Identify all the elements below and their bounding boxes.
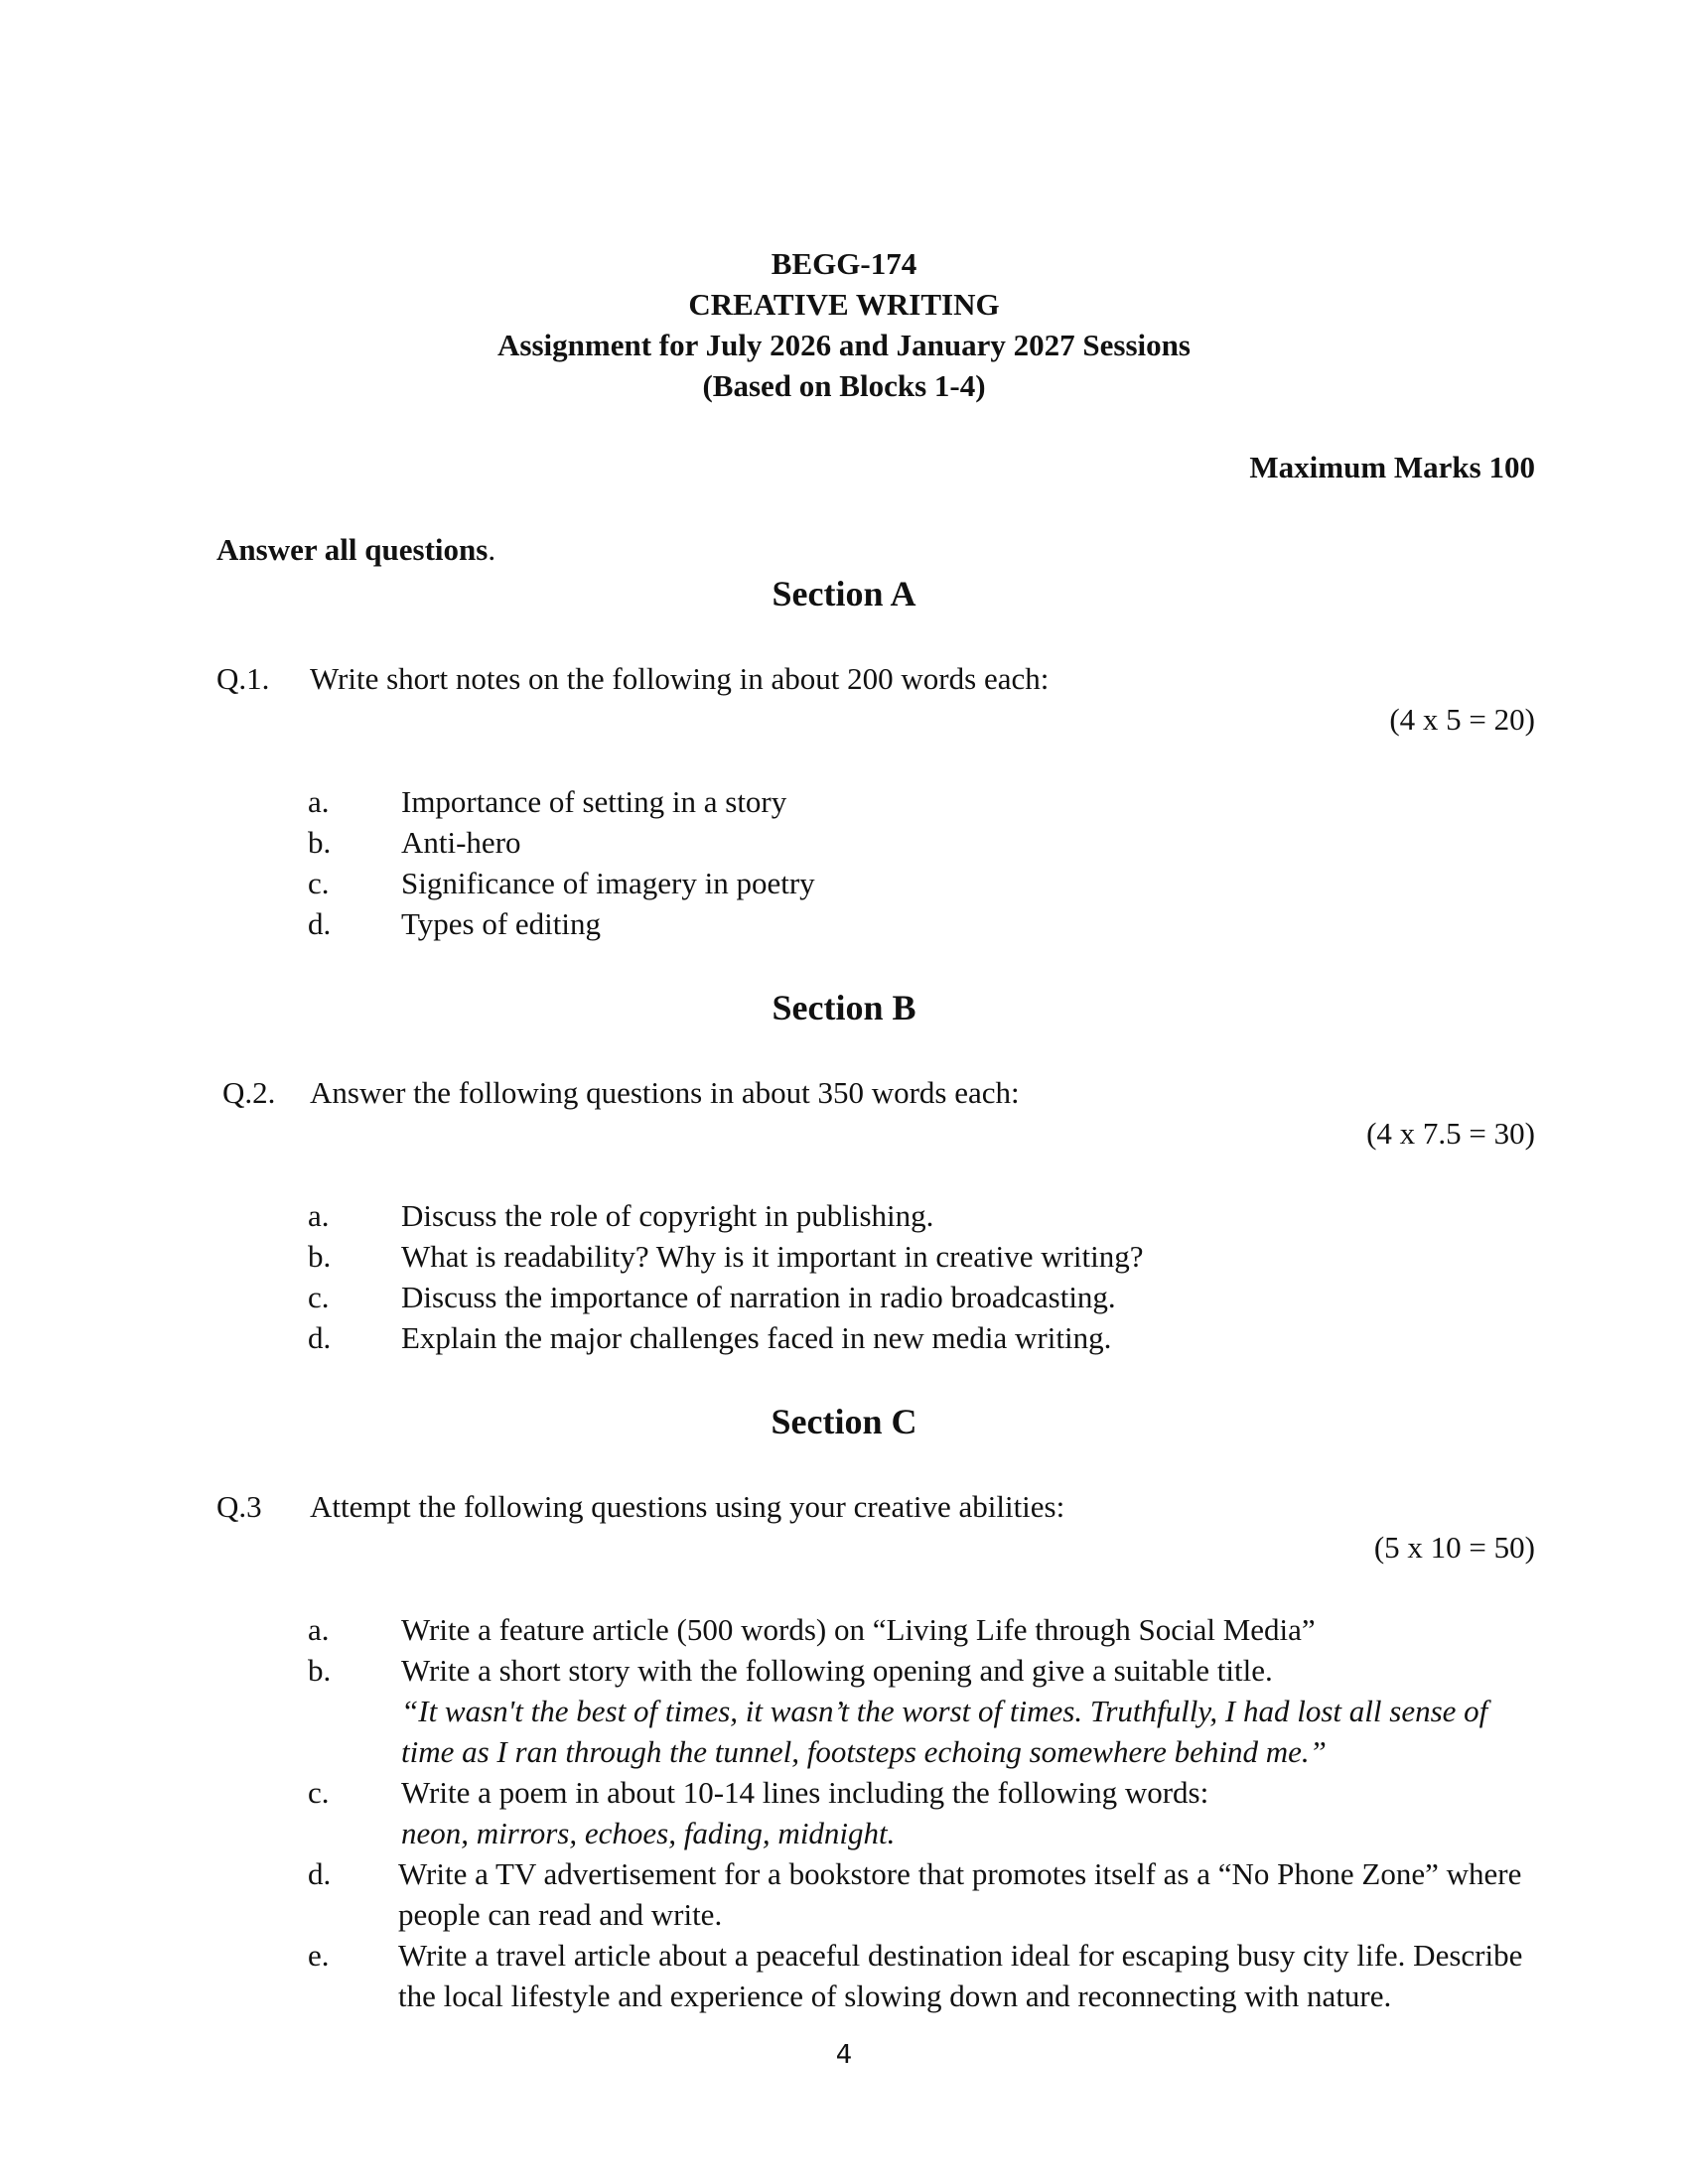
instruction xyxy=(216,530,495,570)
q2-item-c-letter: c. xyxy=(308,1280,330,1314)
q1-marks: (4 x 5 = 20) xyxy=(1389,702,1535,737)
q1-item-d-letter: d. xyxy=(308,906,332,941)
q1-item-a-letter: a. xyxy=(308,784,330,819)
course-code: BEGG-174 xyxy=(771,246,917,281)
q3-item-b-letter: b. xyxy=(308,1653,332,1688)
q3-item-c-words: neon, mirrors, echoes, fading, midnight. xyxy=(401,1816,896,1850)
q3-item-b-quote-line2: time as I ran through the tunnel, footsteps echoing somewhere behind me.” xyxy=(401,1734,1327,1769)
q2-item-b-text: What is readability? Why is it important in creative writing? xyxy=(401,1239,1144,1274)
page-number: 4 xyxy=(835,2040,853,2070)
q3-marks: (5 x 10 = 50) xyxy=(1373,1530,1535,1565)
q3-item-b-quote-line1: “It wasn't the best of times, it wasn’t the worst of times. Truthfully, I had lost all sense of xyxy=(401,1694,1488,1728)
q1-number: Q.1. xyxy=(216,661,270,696)
q1-item-c-text: Significance of imagery in poetry xyxy=(401,866,815,900)
q1-item-a-text: Importance of setting in a story xyxy=(401,784,787,819)
q3-item-a-text: Write a feature article (500 words) on “Living Life through Social Media” xyxy=(401,1612,1316,1647)
q2-item-b-letter: b. xyxy=(308,1239,332,1274)
q2-item-d-letter: d. xyxy=(308,1320,332,1355)
section-c-title: Section C xyxy=(771,1402,917,1441)
maximum-marks: Maximum Marks 100 xyxy=(1249,450,1535,484)
course-title: CREATIVE WRITING xyxy=(688,287,1000,322)
q1-item-c-letter: c. xyxy=(308,866,330,900)
q2-item-d-text: Explain the major challenges faced in new media writing. xyxy=(401,1320,1112,1355)
q1-item-b-letter: b. xyxy=(308,825,332,860)
q3-item-e-text-line2: the local lifestyle and experience of slowing down and reconnecting with nature. xyxy=(398,1979,1392,2013)
q3-item-d-text-line2: people can read and write. xyxy=(398,1897,723,1932)
assignment-title: Assignment for July 2026 and January 2027 Sessions xyxy=(497,328,1191,362)
q2-number: Q.2. xyxy=(222,1075,276,1110)
q3-item-b-text: Write a short story with the following opening and give a suitable title. xyxy=(401,1653,1273,1688)
q1-item-b-text: Anti-hero xyxy=(401,825,521,860)
q3-item-e-letter: e. xyxy=(308,1938,330,1973)
q3-item-c-text: Write a poem in about 10-14 lines including the following words: xyxy=(401,1775,1209,1810)
q3-number: Q.3 xyxy=(216,1489,262,1524)
q3-item-d-letter: d. xyxy=(308,1856,332,1891)
q3-item-e-text-line1: Write a travel article about a peaceful destination ideal for escaping busy city life. Describe xyxy=(398,1938,1523,1973)
section-a-title: Section A xyxy=(772,574,916,614)
q2-marks: (4 x 7.5 = 30) xyxy=(1366,1116,1535,1151)
q3-text: Attempt the following questions using your creative abilities: xyxy=(310,1489,1065,1524)
q3-item-a-letter: a. xyxy=(308,1612,330,1647)
instruction-bold: Answer all questions xyxy=(216,532,489,567)
q1-item-d-text: Types of editing xyxy=(401,906,602,941)
q3-item-d-text-line1: Write a TV advertisement for a bookstore that promotes itself as a “No Phone Zone” where xyxy=(398,1856,1522,1891)
q2-item-a-text: Discuss the role of copyright in publishing. xyxy=(401,1198,934,1233)
instruction-period: . xyxy=(488,532,496,567)
q1-text: Write short notes on the following in about 200 words each: xyxy=(310,661,1050,696)
q2-item-a-letter: a. xyxy=(308,1198,330,1233)
q3-item-c-letter: c. xyxy=(308,1775,330,1810)
q2-text: Answer the following questions in about 350 words each: xyxy=(310,1075,1020,1110)
section-b-title: Section B xyxy=(772,988,916,1027)
q2-item-c-text: Discuss the importance of narration in radio broadcasting. xyxy=(401,1280,1116,1314)
blocks-basis: (Based on Blocks 1-4) xyxy=(702,368,986,403)
